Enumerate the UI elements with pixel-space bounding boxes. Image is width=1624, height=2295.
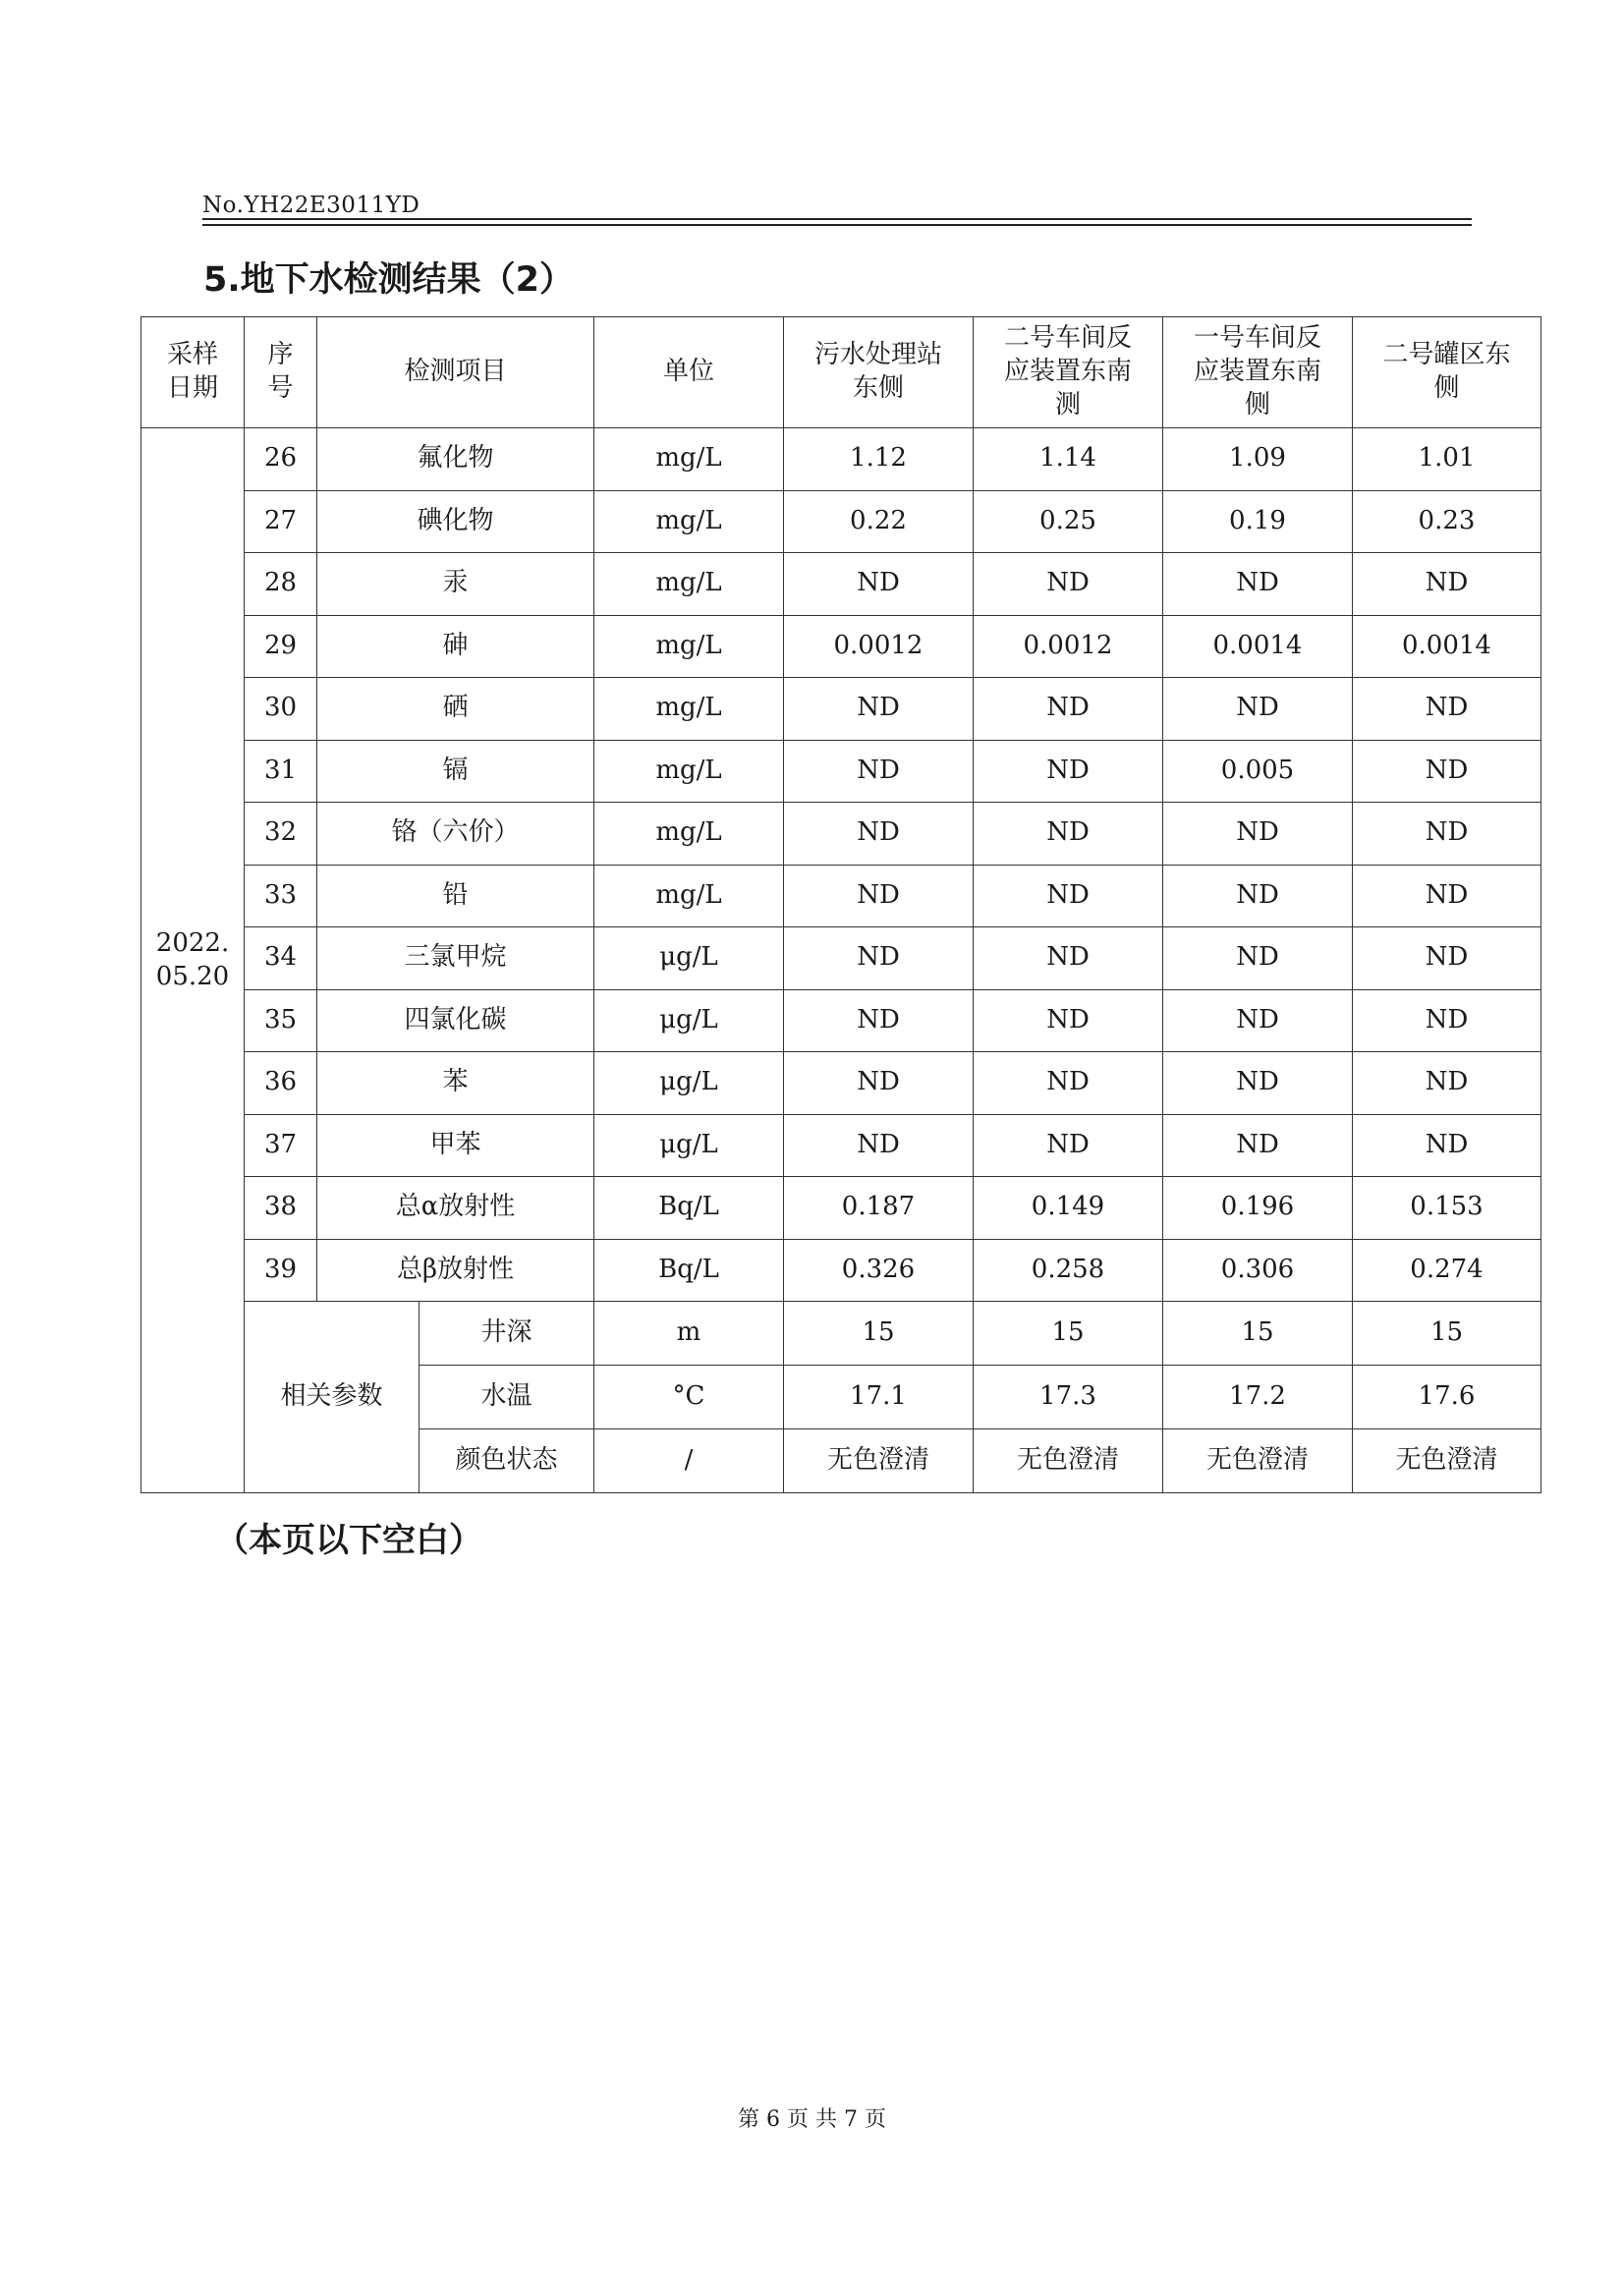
header-seq: 序 号 xyxy=(245,317,317,428)
table-row xyxy=(141,927,1541,990)
value-cell-site-1: ND xyxy=(784,927,974,990)
header-rule-bottom xyxy=(202,224,1472,226)
table-row xyxy=(141,740,1541,803)
value-cell-site-1: ND xyxy=(784,678,974,741)
table-row xyxy=(141,553,1541,616)
value-cell-site-3: ND xyxy=(1163,1052,1353,1115)
table-row xyxy=(141,989,1541,1052)
header-item: 检测项目 xyxy=(317,317,594,428)
value-cell-site-2: ND xyxy=(974,1114,1163,1177)
value-cell-site-3: ND xyxy=(1163,678,1353,741)
seq-cell: 27 xyxy=(245,490,317,553)
item-cell: 碘化物 xyxy=(317,490,594,553)
page-footer: 第 6 页 共 7 页 xyxy=(738,2107,886,2132)
unit-cell: mg/L xyxy=(594,428,784,491)
value-cell-site-3: 0.306 xyxy=(1163,1239,1353,1302)
value-cell-site-1: ND xyxy=(784,865,974,927)
unit-cell: Bq/L xyxy=(594,1239,784,1302)
param-row xyxy=(141,1302,1541,1366)
value-cell-site-1: 1.12 xyxy=(784,428,974,491)
value-cell-site-4: 0.274 xyxy=(1353,1239,1541,1302)
report-number: No.YH22E3011YD xyxy=(202,193,420,218)
param-unit-cell: °C xyxy=(594,1366,784,1429)
results-table-body xyxy=(141,317,1541,1493)
value-cell-site-1: 0.326 xyxy=(784,1239,974,1302)
seq-cell: 31 xyxy=(245,740,317,803)
param-value-site-2: 15 xyxy=(974,1302,1163,1366)
value-cell-site-3: ND xyxy=(1163,989,1353,1052)
unit-cell: μg/L xyxy=(594,989,784,1052)
param-unit-cell: / xyxy=(594,1429,784,1493)
value-cell-site-4: ND xyxy=(1353,927,1541,990)
unit-cell: mg/L xyxy=(594,678,784,741)
seq-cell: 29 xyxy=(245,615,317,678)
seq-cell: 32 xyxy=(245,803,317,866)
param-name-cell: 井深 xyxy=(420,1302,594,1366)
item-cell: 汞 xyxy=(317,553,594,616)
item-cell: 镉 xyxy=(317,740,594,803)
param-value-site-4: 无色澄清 xyxy=(1353,1429,1541,1493)
value-cell-site-2: ND xyxy=(974,553,1163,616)
item-cell: 四氯化碳 xyxy=(317,989,594,1052)
seq-cell: 28 xyxy=(245,553,317,616)
sample-date-cell: 2022. 05.20 xyxy=(141,428,245,1493)
param-value-site-2: 17.3 xyxy=(974,1366,1163,1429)
header-site-1: 污水处理站 东侧 xyxy=(784,317,974,428)
value-cell-site-2: ND xyxy=(974,803,1163,866)
seq-cell: 37 xyxy=(245,1114,317,1177)
value-cell-site-2: ND xyxy=(974,678,1163,741)
value-cell-site-2: 0.258 xyxy=(974,1239,1163,1302)
value-cell-site-2: 1.14 xyxy=(974,428,1163,491)
value-cell-site-2: ND xyxy=(974,865,1163,927)
param-value-site-1: 17.1 xyxy=(784,1366,974,1429)
value-cell-site-2: 0.149 xyxy=(974,1177,1163,1240)
header-site-2: 二号车间反 应装置东南 测 xyxy=(974,317,1163,428)
value-cell-site-2: 0.0012 xyxy=(974,615,1163,678)
header-sample-date: 采样 日期 xyxy=(141,317,245,428)
table-row xyxy=(141,678,1541,741)
item-cell: 总α放射性 xyxy=(317,1177,594,1240)
table-row xyxy=(141,1114,1541,1177)
table-row xyxy=(141,1177,1541,1240)
value-cell-site-1: 0.187 xyxy=(784,1177,974,1240)
param-value-site-4: 17.6 xyxy=(1353,1366,1541,1429)
header-site-4: 二号罐区东 侧 xyxy=(1353,317,1541,428)
params-label-cell: 相关参数 xyxy=(245,1302,420,1493)
item-cell: 铅 xyxy=(317,865,594,927)
unit-cell: mg/L xyxy=(594,615,784,678)
unit-cell: mg/L xyxy=(594,553,784,616)
results-table xyxy=(140,316,1541,1493)
value-cell-site-1: 0.0012 xyxy=(784,615,974,678)
value-cell-site-3: ND xyxy=(1163,927,1353,990)
value-cell-site-3: 0.19 xyxy=(1163,490,1353,553)
header-site-3: 一号车间反 应装置东南 侧 xyxy=(1163,317,1353,428)
value-cell-site-2: ND xyxy=(974,927,1163,990)
header-unit: 单位 xyxy=(594,317,784,428)
param-value-site-1: 15 xyxy=(784,1302,974,1366)
unit-cell: mg/L xyxy=(594,865,784,927)
table-row xyxy=(141,865,1541,927)
item-cell: 甲苯 xyxy=(317,1114,594,1177)
unit-cell: mg/L xyxy=(594,740,784,803)
value-cell-site-3: 0.0014 xyxy=(1163,615,1353,678)
param-value-site-3: 15 xyxy=(1163,1302,1353,1366)
value-cell-site-3: ND xyxy=(1163,1114,1353,1177)
unit-cell: μg/L xyxy=(594,927,784,990)
seq-cell: 39 xyxy=(245,1239,317,1302)
value-cell-site-4: ND xyxy=(1353,865,1541,927)
value-cell-site-1: ND xyxy=(784,740,974,803)
value-cell-site-4: ND xyxy=(1353,1114,1541,1177)
seq-cell: 38 xyxy=(245,1177,317,1240)
value-cell-site-3: ND xyxy=(1163,553,1353,616)
value-cell-site-1: ND xyxy=(784,803,974,866)
unit-cell: mg/L xyxy=(594,490,784,553)
value-cell-site-3: ND xyxy=(1163,865,1353,927)
value-cell-site-4: 0.23 xyxy=(1353,490,1541,553)
unit-cell: μg/L xyxy=(594,1052,784,1115)
value-cell-site-2: ND xyxy=(974,1052,1163,1115)
param-value-site-3: 17.2 xyxy=(1163,1366,1353,1429)
param-value-site-4: 15 xyxy=(1353,1302,1541,1366)
item-cell: 砷 xyxy=(317,615,594,678)
value-cell-site-4: 1.01 xyxy=(1353,428,1541,491)
item-cell: 总β放射性 xyxy=(317,1239,594,1302)
table-row xyxy=(141,428,1541,491)
table-row xyxy=(141,615,1541,678)
value-cell-site-4: 0.153 xyxy=(1353,1177,1541,1240)
param-value-site-3: 无色澄清 xyxy=(1163,1429,1353,1493)
value-cell-site-1: ND xyxy=(784,1052,974,1115)
value-cell-site-3: 0.005 xyxy=(1163,740,1353,803)
table-row xyxy=(141,1239,1541,1302)
param-value-site-2: 无色澄清 xyxy=(974,1429,1163,1493)
table-row xyxy=(141,803,1541,866)
item-cell: 硒 xyxy=(317,678,594,741)
unit-cell: Bq/L xyxy=(594,1177,784,1240)
value-cell-site-1: 0.22 xyxy=(784,490,974,553)
seq-cell: 34 xyxy=(245,927,317,990)
param-value-site-1: 无色澄清 xyxy=(784,1429,974,1493)
unit-cell: μg/L xyxy=(594,1114,784,1177)
param-name-cell: 颜色状态 xyxy=(420,1429,594,1493)
value-cell-site-4: ND xyxy=(1353,553,1541,616)
value-cell-site-2: ND xyxy=(974,989,1163,1052)
item-cell: 苯 xyxy=(317,1052,594,1115)
value-cell-site-1: ND xyxy=(784,553,974,616)
value-cell-site-4: 0.0014 xyxy=(1353,615,1541,678)
param-name-cell: 水温 xyxy=(420,1366,594,1429)
param-unit-cell: m xyxy=(594,1302,784,1366)
seq-cell: 36 xyxy=(245,1052,317,1115)
value-cell-site-4: ND xyxy=(1353,803,1541,866)
item-cell: 铬（六价） xyxy=(317,803,594,866)
table-header-row xyxy=(141,317,1541,428)
unit-cell: mg/L xyxy=(594,803,784,866)
value-cell-site-1: ND xyxy=(784,989,974,1052)
section-title: 5.地下水检测结果（2） xyxy=(203,260,575,300)
seq-cell: 33 xyxy=(245,865,317,927)
seq-cell: 35 xyxy=(245,989,317,1052)
value-cell-site-4: ND xyxy=(1353,740,1541,803)
value-cell-site-3: ND xyxy=(1163,803,1353,866)
value-cell-site-2: ND xyxy=(974,740,1163,803)
header-rule-top xyxy=(202,218,1472,220)
item-cell: 三氯甲烷 xyxy=(317,927,594,990)
table-row xyxy=(141,490,1541,553)
value-cell-site-3: 1.09 xyxy=(1163,428,1353,491)
table-row xyxy=(141,1052,1541,1115)
seq-cell: 26 xyxy=(245,428,317,491)
value-cell-site-1: ND xyxy=(784,1114,974,1177)
seq-cell: 30 xyxy=(245,678,317,741)
value-cell-site-4: ND xyxy=(1353,678,1541,741)
value-cell-site-3: 0.196 xyxy=(1163,1177,1353,1240)
value-cell-site-2: 0.25 xyxy=(974,490,1163,553)
value-cell-site-4: ND xyxy=(1353,989,1541,1052)
blank-page-note: （本页以下空白） xyxy=(215,1521,482,1560)
value-cell-site-4: ND xyxy=(1353,1052,1541,1115)
item-cell: 氟化物 xyxy=(317,428,594,491)
